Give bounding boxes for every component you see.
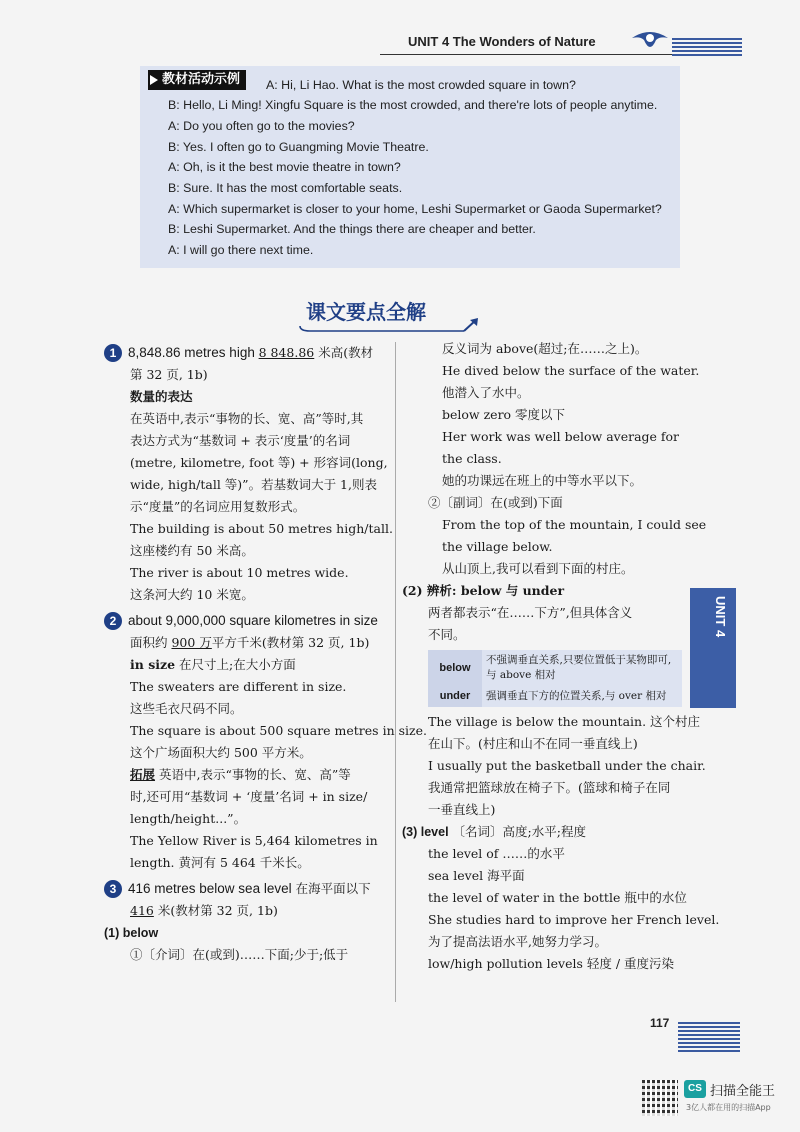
point-number: 1 <box>104 344 122 362</box>
header-stripes <box>672 38 742 56</box>
text-line: 英语中,表示“事物的长、宽、高”等 <box>155 767 351 782</box>
text-line: (metre, kilometre, foot 等) + 形容词(long, <box>130 455 388 470</box>
text-line: 表达方式为“基数词 + 表示‘度量’的名词 <box>130 433 351 448</box>
qr-code-icon <box>642 1080 678 1116</box>
table-key: below <box>428 650 482 686</box>
point-heading-cn: 面积约 <box>130 635 172 650</box>
subpoint-label: (1) below <box>104 926 159 940</box>
example-sentence: The sweaters are different in size. <box>130 679 347 694</box>
page-number: 117 <box>650 1016 670 1030</box>
example-sentence: From the top of the mountain, I could see <box>442 517 707 532</box>
subpoint-label: (3) level <box>402 825 449 839</box>
example-translation: 这条河大约 10 米宽。 <box>130 587 254 602</box>
title-underline-arrow-icon <box>296 318 486 332</box>
example-translation: 这座楼约有 50 米高。 <box>130 543 254 558</box>
example-sentence: I usually put the basketball under the chair. <box>428 758 706 773</box>
example-sentence: length. 黄河有 5 464 千米长。 <box>130 855 310 870</box>
table-row <box>428 686 682 707</box>
dialog-line: A: Do you often go to the movies? <box>168 119 355 133</box>
text-line: ②〔副词〕在(或到)下面 <box>428 495 563 510</box>
table-key: under <box>428 686 482 707</box>
example-translation: 这个广场面积大约 500 平方米。 <box>130 745 312 760</box>
point-heading-cn: 米高(教材 <box>314 345 374 360</box>
text-line: 示“度量”的名词应用复数形式。 <box>130 499 306 514</box>
dialog-line: A: Which supermarket is closer to your home, Leshi Supermarket or Gaoda Supermarket? <box>168 202 662 216</box>
text-line: 在英语中,表示“事物的长、宽、高”等时,其 <box>130 411 364 426</box>
point-heading: 8,848.86 metres high <box>128 345 259 360</box>
subpoint-label: (2) 辨析: below 与 under <box>402 583 565 598</box>
text-line: 〔名词〕高度;水平;程度 <box>448 824 586 839</box>
example-sentence: She studies hard to improve her French level. <box>428 912 720 927</box>
underlined-number: 416 <box>130 903 154 918</box>
point-item-2 <box>104 610 388 632</box>
dialog-line: A: Hi, Li Hao. What is the most crowded square in town? <box>266 78 576 92</box>
unit-side-label: UNIT 4 <box>713 596 728 638</box>
dialog-line: B: Yes. I often go to Guangming Movie Theatre. <box>168 140 429 154</box>
example-translation: 她的功课远在班上的中等水平以下。 <box>442 473 643 488</box>
example-sentence: Her work was well below average for <box>442 429 680 444</box>
underlined-number: 8 848.86 <box>258 345 315 360</box>
footer-stripes <box>678 1022 740 1052</box>
example-translation: 在山下。(村庄和山不在同一垂直线上) <box>428 736 638 751</box>
example-translation: 从山顶上,我可以看到下面的村庄。 <box>442 561 634 576</box>
dialog-line: A: Oh, is it the best movie theatre in town? <box>168 160 401 174</box>
point-number: 3 <box>104 880 122 898</box>
watermark-subtitle: 3亿人都在用的扫描App <box>686 1103 771 1112</box>
text-line: 时,还可用“基数词 + ‘度量’名词 + in size/ <box>130 789 368 804</box>
dialog-line: B: Hello, Li Ming! Xingfu Square is the most crowded, and there're lots of people anytime. <box>168 98 658 112</box>
column-divider <box>395 342 396 1002</box>
example-sentence: The square is about 500 square metres in size. <box>130 723 427 738</box>
phrase: sea level 海平面 <box>428 868 525 883</box>
example-sentence: The Yellow River is 5,464 kilometres in <box>130 833 378 848</box>
text-line: 不同。 <box>428 627 466 642</box>
table-value: 不强调垂直关系,只要位置低于某物即可,与 above 相对 <box>486 654 672 681</box>
text-line: 两者都表示“在……下方”,但具体含义 <box>428 605 633 620</box>
example-sentence: The river is about 10 metres wide. <box>130 565 349 580</box>
phrase: below zero 零度以下 <box>442 407 566 422</box>
point-heading: about 9,000,000 square kilometres in size <box>128 613 378 628</box>
example-tag: 教材活动示例 <box>148 70 246 90</box>
extension-label: 拓展 <box>130 767 156 782</box>
section-title: 课文要点全解 <box>306 300 426 324</box>
example-sentence: The building is about 50 metres high/tall. <box>130 521 393 536</box>
dialog-line: B: Leshi Supermarket. And the things there are cheaper and better. <box>168 222 536 236</box>
point-source: 米(教材第 32 页, 1b) <box>153 903 278 918</box>
point-number: 2 <box>104 612 122 630</box>
text-line: wide, high/tall 等)”。若基数词大于 1,则表 <box>130 477 377 492</box>
phrase: the level of ……的水平 <box>428 846 565 861</box>
example-sentence: the class. <box>442 451 502 466</box>
right-column <box>402 338 720 975</box>
phrase: low/high pollution levels 轻度 / 重度污染 <box>428 956 675 971</box>
page-header <box>380 30 780 58</box>
point-heading: 416 metres below sea level <box>128 881 292 896</box>
comparison-table <box>428 650 682 707</box>
example-translation: 这些毛衣尺码不同。 <box>130 701 243 716</box>
dialog-line: B: Sure. It has the most comfortable seats. <box>168 181 403 195</box>
point-item-1 <box>104 342 388 364</box>
point-source: 第 32 页, 1b) <box>130 367 208 382</box>
example-sentence: The village is below the mountain. 这个村庄 <box>428 714 701 729</box>
dialog-line: A: I will go there next time. <box>168 243 314 257</box>
watermark-name: 扫描全能王 <box>710 1084 776 1099</box>
table-row <box>428 650 682 686</box>
table-value: 强调垂直下方的位置关系,与 over 相对 <box>486 690 667 702</box>
underlined-number: 900 万 <box>171 635 212 650</box>
example-translation: 一垂直线上) <box>428 802 496 817</box>
example-translation: 为了提高法语水平,她努力学习。 <box>428 934 607 949</box>
eagle-logo-icon <box>630 24 670 56</box>
example-sentence: the village below. <box>442 539 553 554</box>
header-title: UNIT 4 The Wonders of Nature <box>408 34 596 49</box>
phrase-cn: 在尺寸上;在大小方面 <box>175 657 296 672</box>
example-translation: 我通常把篮球放在椅子下。(篮球和椅子在同 <box>428 780 671 795</box>
text-line: length/height...”。 <box>130 811 247 826</box>
phrase-en: in size <box>130 657 176 672</box>
point-heading-cn: 在海平面以下 <box>291 881 371 896</box>
example-translation: 他潜入了水中。 <box>442 385 530 400</box>
phrase: the level of water in the bottle 瓶中的水位 <box>428 890 687 905</box>
camscanner-logo-icon: CS <box>684 1080 706 1098</box>
example-sentence: He dived below the surface of the water. <box>442 363 700 378</box>
point-source: 平方千米(教材第 32 页, 1b) <box>211 635 370 650</box>
text-line: 反义词为 above(超过;在……之上)。 <box>442 341 648 356</box>
text-line: ①〔介词〕在(或到)……下面;少于;低于 <box>130 947 349 962</box>
point-subheading: 数量的表达 <box>130 389 193 404</box>
point-item-3 <box>104 878 388 900</box>
